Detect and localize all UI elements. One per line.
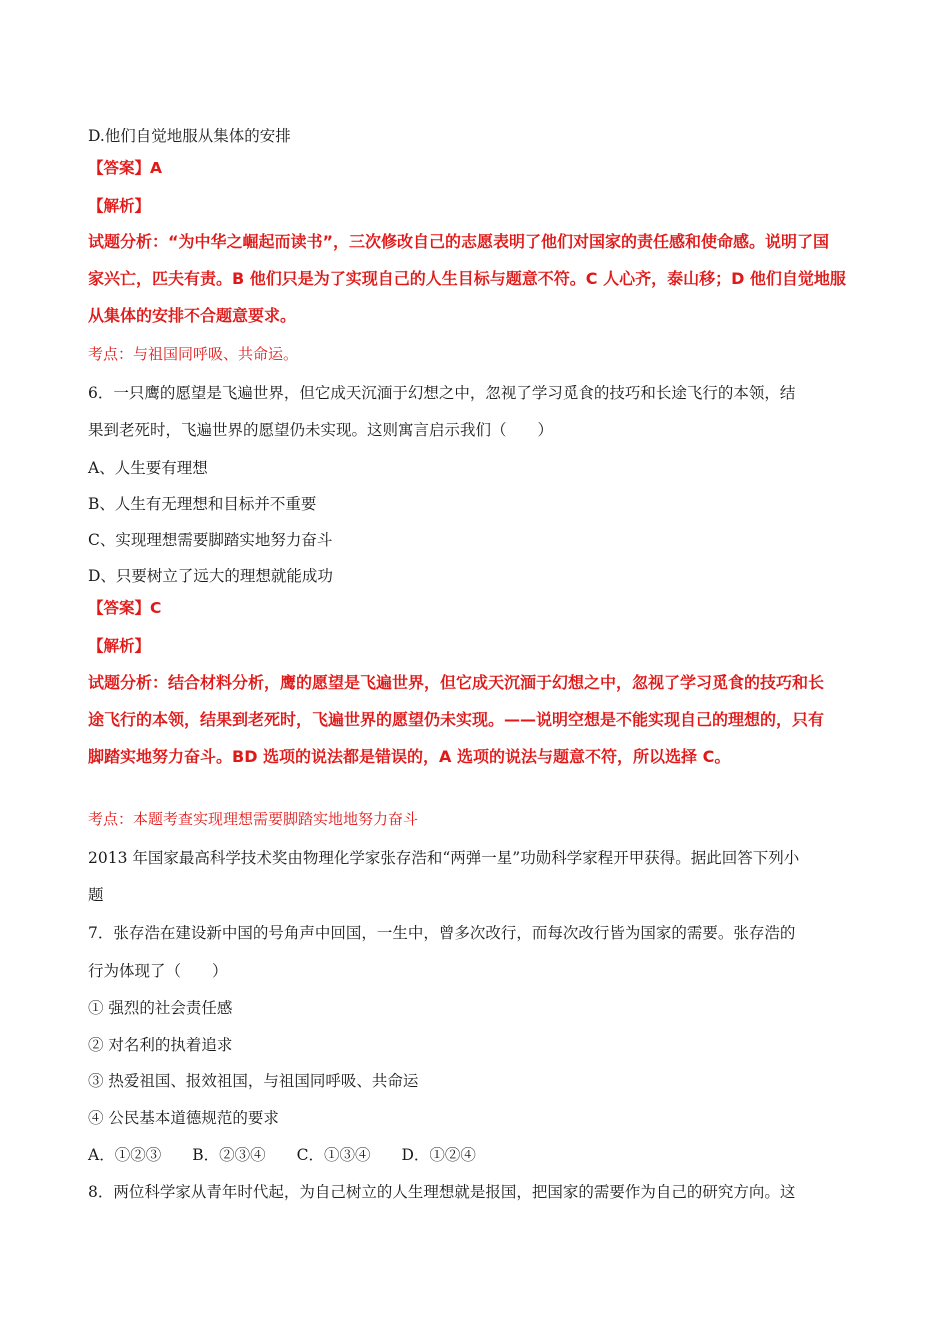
q5-option-d: D.他们自觉地服从集体的安排 [88, 127, 291, 145]
q5-analysis-line-2: 家兴亡，匹夫有责。B 他们只是为了实现自己的人生目标与题意不符。C 人心齐，泰山移；D 他们自觉地服 [88, 269, 846, 288]
q6-option-b: B、人生有无理想和目标并不重要 [88, 495, 317, 513]
q7-item-1: ① 强烈的社会责任感 [88, 999, 233, 1017]
q5-analysis-line-3: 从集体的安排不合题意要求。 [88, 306, 297, 325]
q6-option-a: A、人生要有理想 [88, 459, 208, 477]
q6-answer-tag: 【答案】C [88, 599, 162, 617]
q7-item-3: ③ 热爱祖国、报效祖国，与祖国同呼吸、共命运 [88, 1072, 419, 1090]
q7-item-2: ② 对名利的执着追求 [88, 1036, 233, 1054]
material-line-1: 2013 年国家最高科学技术奖由物理化学家张存浩和“两弹一星”功勋科学家程开甲获得。据此回答下列小 [88, 849, 800, 867]
q5-point: 考点：与祖国同呼吸、共命运。 [88, 345, 299, 363]
q7-stem-line-2: 行为体现了（ ） [88, 962, 228, 980]
q6-option-c: C、实现理想需要脚踏实地努力奋斗 [88, 531, 333, 549]
q7-choices: A．①②③ B．②③④ C．①③④ D．①②④ [88, 1146, 476, 1164]
q5-analysis-tag: 【解析】 [88, 197, 151, 215]
q5-analysis-line-1: 试题分析：“为中华之崛起而读书”，三次修改自己的志愿表明了他们对国家的责任感和使命感。说明了国 [88, 232, 830, 251]
q6-point: 考点：本题考查实现理想需要脚踏实地地努力奋斗 [88, 810, 419, 828]
q6-stem-line-1: 6．一只鹰的愿望是飞遍世界，但它成天沉湎于幻想之中，忽视了学习觅食的技巧和长途飞行的本领，结 [88, 384, 796, 402]
q6-analysis-line-1: 试题分析：结合材料分析，鹰的愿望是飞遍世界，但它成天沉湎于幻想之中，忽视了学习觅食的技巧和长 [88, 673, 825, 692]
q6-stem-line-2: 果到老死时，飞遍世界的愿望仍未实现。这则寓言启示我们（ ） [88, 421, 554, 439]
q7-stem-line-1: 7．张存浩在建设新中国的号角声中回国，一生中，曾多次改行，而每次改行皆为国家的需要。张存浩的 [88, 924, 796, 942]
q8-stem-line-1: 8．两位科学家从青年时代起，为自己树立的人生理想就是报国，把国家的需要作为自己的研究方向。这 [88, 1183, 796, 1201]
q6-analysis-tag: 【解析】 [88, 637, 151, 655]
q5-answer-tag: 【答案】A [88, 159, 162, 177]
q6-analysis-line-2: 途飞行的本领，结果到老死时，飞遍世界的愿望仍未实现。——说明空想是不能实现自己的理想的，只有 [88, 710, 825, 729]
q6-analysis-line-3: 脚踏实地努力奋斗。BD 选项的说法都是错误的，A 选项的说法与题意不符，所以选择 C。 [88, 747, 731, 766]
q6-option-d: D、只要树立了远大的理想就能成功 [88, 567, 333, 585]
q7-item-4: ④ 公民基本道德规范的要求 [88, 1109, 279, 1127]
material-line-2: 题 [88, 886, 104, 904]
